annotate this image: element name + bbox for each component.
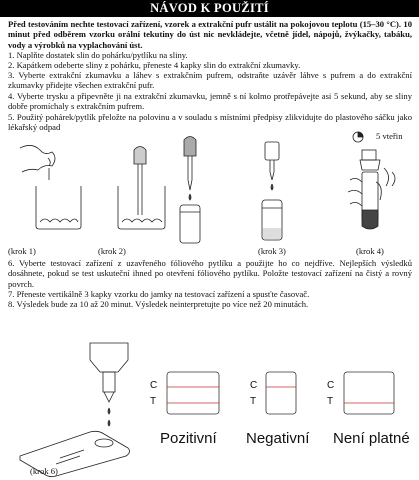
- step-4-text: 4. Vyberte trysku a připevněte ji na extrakční zkumavku, jemně s ní kolmo protřepávejte asi 5 sekund, aby se sliny dobře promíchaly s extrakčním pufrem.: [8, 91, 412, 112]
- step1-label: (krok 1): [8, 246, 36, 256]
- result-cassettes: [167, 372, 394, 414]
- step6-label: (krok 6): [30, 466, 58, 476]
- step1-illustration: [20, 145, 81, 229]
- invalid-c-label: C: [327, 380, 335, 391]
- result-negative-label: Negativní: [246, 430, 310, 447]
- result-positive-label: Pozitivní: [160, 430, 217, 447]
- step-1-text: 1. Naplňte dostatek slin do pohárku/pytlíku na sliny.: [8, 50, 188, 60]
- step6-illustration: [20, 343, 130, 477]
- step-7-text: 7. Přeneste vertikálně 3 kapky vzorku do jamky na testovací zařízení a spusťte časovač.: [8, 289, 310, 299]
- step2-illustration: [118, 147, 165, 230]
- step3-label: (krok 3): [258, 246, 286, 256]
- step4-label: (krok 4): [356, 246, 384, 256]
- positive-window: [167, 372, 219, 414]
- invalid-t-label: T: [327, 396, 334, 407]
- step-8-text: 8. Výsledek bude za 10 až 20 minut. Výsledek neinterpretujte po více než 20 minutách.: [8, 299, 309, 309]
- positive-t-label: T: [150, 396, 157, 407]
- step3-illustration: [262, 142, 282, 240]
- intro-paragraph: Před testováním nechte testovací zařízení, vzorek a extrakční pufr ustálit na pokojovou teplotu (15–30 °C). 10 minut před odběrem vzorku orální tekutiny do úst nic nevkládejte, včetně jídel, nápojů, žvýkačky, tabáku, vody a výrobků na vyplachování úst.: [8, 19, 412, 50]
- invalid-window: [344, 372, 394, 414]
- page-title: NÁVOD K POUŽITÍ: [0, 0, 419, 17]
- step-6-text: 6. Vyberte testovací zařízení z uzavřeného fóliového pytlíku a použijte ho co nejdříve. Nejlepších výsledků dosáhnete, pokud se test uskuteční ihned po otevření fóliového pytlíku. Položte testovací zařízení na čistý a rovný povrch.: [8, 258, 412, 289]
- timer-label: 5 vteřin: [376, 131, 403, 141]
- step-2-text: 2. Kapátkem odeberte sliny z pohárku, přeneste 4 kapky slin do extrakční zkumavky.: [8, 60, 301, 70]
- step2-label: (krok 2): [98, 246, 126, 256]
- timer-icon: [353, 132, 363, 142]
- result-invalid-label: Není platné: [333, 430, 410, 447]
- negative-t-label: T: [250, 396, 257, 407]
- negative-window: [266, 372, 296, 414]
- step2b-illustration: [180, 137, 200, 244]
- step-5-text: 5. Použitý pohárek/pytlík přeložte na polovinu a v souladu s místními předpisy zlikvidujte do plastového sáčku jako lékařský odpad: [8, 112, 412, 133]
- negative-c-label: C: [250, 380, 258, 391]
- step4-illustration: [348, 150, 395, 229]
- positive-c-label: C: [150, 380, 158, 391]
- step-3-text: 3. Vyberte extrakční zkumavku a láhev s extrakčním pufrem, odstraňte uzávěr láhve s pufrem a do extrakční zkumavky přidejte všechen extrakční pufr.: [8, 70, 412, 91]
